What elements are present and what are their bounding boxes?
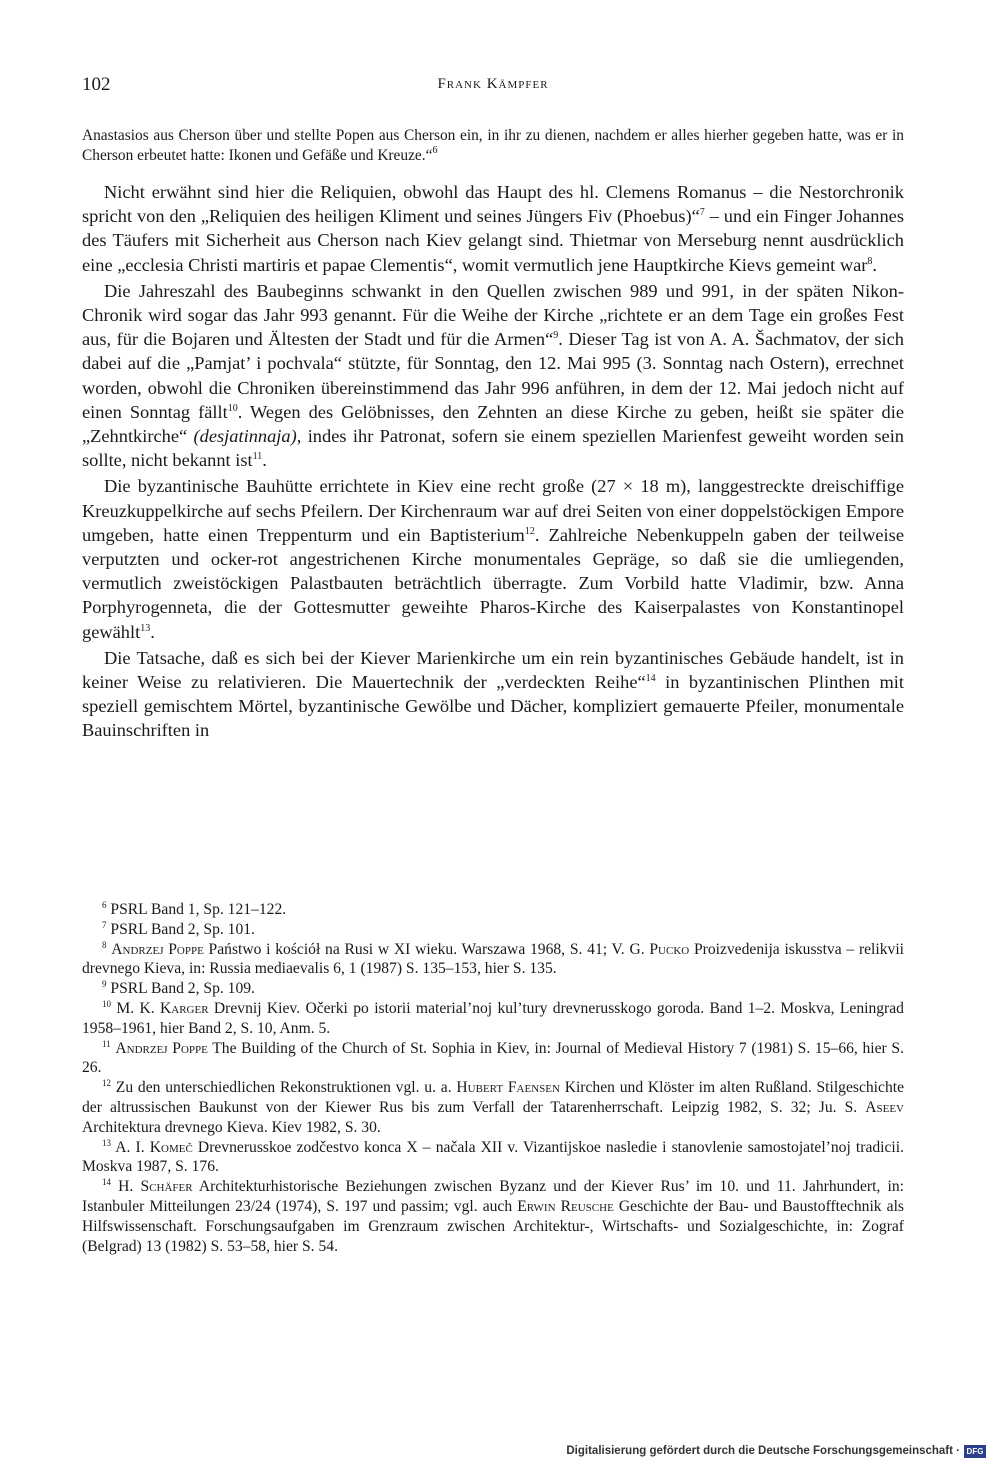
footnote-ref: 8 (867, 255, 873, 267)
text-run: Die Tatsache, daß es sich bei der Kiever Marienkirche um ein rein byzantinisches Gebäude handelt, ist in keiner Weise zu relativieren. Die Mauertechnik der „verdeckten Reihe“ (82, 647, 904, 693)
footnote-ref: 14 (645, 673, 656, 685)
author-name: Komeč (149, 1138, 193, 1156)
footnote-text: Kirchen und Klöster im alten Rußland. Stilgeschichte der altrussischen Baukunst von der Kiewer Rus bis zum Verfall der Tatarenherrschaft. Leipzig 1982, S. 32; Ju. S. (82, 1079, 904, 1116)
author-name: Aseev (865, 1098, 904, 1116)
paragraph-1 (82, 180, 904, 277)
footnote-text: The Building of the Church of St. Sophia in Kiev, in: Journal of Medieval History 7 (1981) S. 15–66, hier S. 26. (82, 1039, 904, 1077)
footnote-6 (82, 900, 904, 920)
footnote-ref: 10 (227, 402, 238, 414)
footnote-7 (82, 920, 904, 940)
author-name: Pucko (649, 940, 690, 958)
footnote-text: Architektura drevnego Kieva. Kiev 1982, S. 30. (82, 1118, 381, 1136)
text-run: . Wegen des Gelöbnisses, den Zehnten an diese Kirche zu geben, heißt sie später die „Zehntkirche“ (82, 401, 904, 447)
footnote-text: Architekturhistorische Beziehungen zwischen Byzanz und der Kiever Rus’ im 10. und 11. Jahrhundert, in: Istanbuler Mitteilungen 23/24 (1974), S. 197 und passim; vgl. auch (82, 1178, 904, 1215)
paragraph-2 (82, 279, 904, 473)
footnote-13 (82, 1138, 904, 1178)
footnote-ref: 7 (699, 207, 705, 219)
text-run: Nicht erwähnt sind hier die Reliquien, obwohl das Haupt des hl. Clemens Romanus – die Nestorchronik spricht von den „Reliquien des heiligen Kliment und seines Jüngers Fiv (Phoebus)“ (82, 182, 904, 227)
body-text (82, 180, 904, 745)
footnote-number: 10 (102, 998, 111, 1009)
page-number: 102 (82, 74, 111, 95)
footnote-ref: 13 (140, 622, 151, 634)
digitization-notice (566, 1444, 986, 1458)
quote-continuation (82, 126, 904, 166)
text-run: – und ein Finger Johannes des Täufers mit Sicherheit aus Cherson nach Kiev gelangt sind. Thietmar von Merseburg nennt ausdrücklich eine „ecclesia Christi martiris et papae Clementis“, womit vermutlich jene Hauptkirche Kievs gemeint war (82, 206, 904, 275)
footnote-11 (82, 1039, 904, 1079)
footnote-14 (82, 1177, 904, 1256)
text-run: . Zahlreiche Nebenkuppeln gaben der teilweise verputzten und ocker-rot angestrichenen Kirche monumentales Gepräge, so daß sie die umliegenden, vermutlich zweistöckigen Palastbauten beträchtlich überragte. Zum Vorbild hatte Vladimir, bzw. Anna Porphyrogenneta, die der Gottesmutter geweihte Pharos-Kirche des Kaiserpalastes von Konstantinopel gewählt (82, 524, 904, 642)
author-name: Hubert Faensen (456, 1079, 560, 1097)
digitization-text: Digitalisierung gefördert durch die Deutsche Forschungsgemeinschaft · (566, 1445, 960, 1457)
footnote-text: Drevnerusskoe zodčestvo konca X – načala XII v. Vizantijskoe nasledie i stanovlenie samostojatel’noj tradicii. Moskva 1987, S. 176. (82, 1138, 904, 1176)
text-run: . (150, 621, 155, 642)
footnote-text: A. I. (115, 1138, 150, 1156)
footnote-text: M. K. (116, 999, 160, 1017)
footnote-text: Zu den unterschiedlichen Rekonstruktionen vgl. u. a. (115, 1079, 457, 1097)
text-run: in byzantinischen Plinthen mit speziell gemischtem Mörtel, byzantinische Gewölbe und Dächer, kompliziert gemauerte Pfeiler, monumentale Bauinschriften in (82, 672, 904, 741)
footnote-text: PSRL Band 2, Sp. 101. (110, 920, 255, 938)
text-run: . (262, 450, 267, 471)
author-name: Schäfer (140, 1178, 193, 1196)
footnote-text: H. (118, 1178, 141, 1196)
footnote-number: 14 (102, 1177, 111, 1188)
footnote-9 (82, 979, 904, 999)
footnote-text: PSRL Band 1, Sp. 121–122. (110, 901, 287, 918)
quote-text: Anastasios aus Cherson über und stellte Popen aus Cherson ein, in ihr zu dienen, nachdem er alles hierher gegeben hatte, was er in Cherson erbeutet hatte: Ikonen und Gefäße und Kreuze.“ (82, 127, 904, 164)
footnote-number: 9 (102, 979, 107, 990)
author-name: Andrzej Poppe (115, 1039, 208, 1057)
author-name: Erwin Reusche (517, 1197, 614, 1215)
text-run: Die byzantinische Bauhütte errichtete in Kiev eine recht große (27 × 18 m), langgestreckte dreischiffige Kreuzkuppelkirche auf sechs Pfeilern. Der Kirchenraum war auf drei Seiten von einer doppelstöckigen Empore umgeben, hatte einen Treppenturm und ein Baptisterium (82, 476, 904, 545)
footnote-number: 6 (102, 900, 107, 910)
footnote-number: 7 (102, 919, 107, 930)
footnote-ref: 6 (432, 145, 438, 156)
footnote-ref: 11 (252, 451, 263, 463)
footnote-text: Drevnij Kiev. Očerki po istorii material’noj kul’tury drevnerusskogo goroda. Band 1–2. Moskva, Leningrad 1958–1961, hier Band 2, S. 10, Anm. 5. (82, 999, 904, 1037)
footnote-text: PSRL Band 2, Sp. 109. (110, 980, 255, 998)
footnote-number: 8 (102, 939, 107, 950)
dfg-logo-icon: DFG (964, 1445, 986, 1458)
footnote-number: 12 (102, 1078, 111, 1089)
footnote-text: Geschichte der Bau- und Baustofftechnik als Hilfswissenschaft. Forschungsaufgaben im Grenzraum zwischen Architektur-, Wirtschafts- und Sozialgeschichte, in: Zograf (Belgrad) 13 (1982) S. 53–58, hier S. 54. (82, 1197, 904, 1255)
text-run: , indes ihr Patronat, sofern sie einem speziellen Marienfest geweiht worden sein sollte, nicht bekannt ist (82, 426, 904, 471)
paragraph-4 (82, 646, 904, 743)
author-name: Karger (160, 999, 209, 1017)
running-head: Frank Kämpfer (437, 76, 549, 92)
text-run: Die Jahreszahl des Baubeginns schwankt in den Quellen zwischen 989 und 991, in der späten Nikon-Chronik wird sogar das Jahr 993 genannt. Für die Weihe der Kirche „richtete er an dem Tage ein großes Fest aus, für die Bojaren und Ältesten der Stadt und für die Armen“ (82, 280, 904, 350)
page-header (82, 74, 904, 100)
footnote-number: 13 (102, 1137, 111, 1148)
footnote-8 (82, 940, 904, 980)
footnote-ref: 12 (524, 525, 535, 537)
text-run: . (872, 254, 878, 275)
paragraph-3 (82, 474, 904, 643)
text-run: . Dieser Tag ist von A. A. Šachmatov, der sich dabei auf die „Pamjat’ i pochvala“ stützte, für Sonntag, den 12. Mai 995 (3. Sonntag nach Ostern), errechnet worden, obwohl die Chroniken übereinstimmend das Jahr 996 anführen, in dem der 12. Mai jedoch nicht auf einen Sonntag fällt (82, 329, 904, 422)
author-name: Andrzej Poppe (111, 940, 204, 958)
footnote-text: Proizvedenija iskusstva – relikvii drevnego Kieva, in: Russia mediaevalis 6, 1 (1987) S. 135–153, hier S. 135. (82, 940, 904, 978)
footnote-text: Państwo i kościół na Rusi w XI wieku. Warszawa 1968, S. 41; V. G. (203, 940, 650, 958)
footnote-number: 11 (102, 1038, 111, 1049)
footnotes (82, 900, 904, 1256)
footnote-10 (82, 999, 904, 1039)
italic-term: (desjatinnaja) (193, 426, 297, 447)
footnote-12 (82, 1078, 904, 1137)
footnote-ref: 9 (553, 330, 559, 342)
